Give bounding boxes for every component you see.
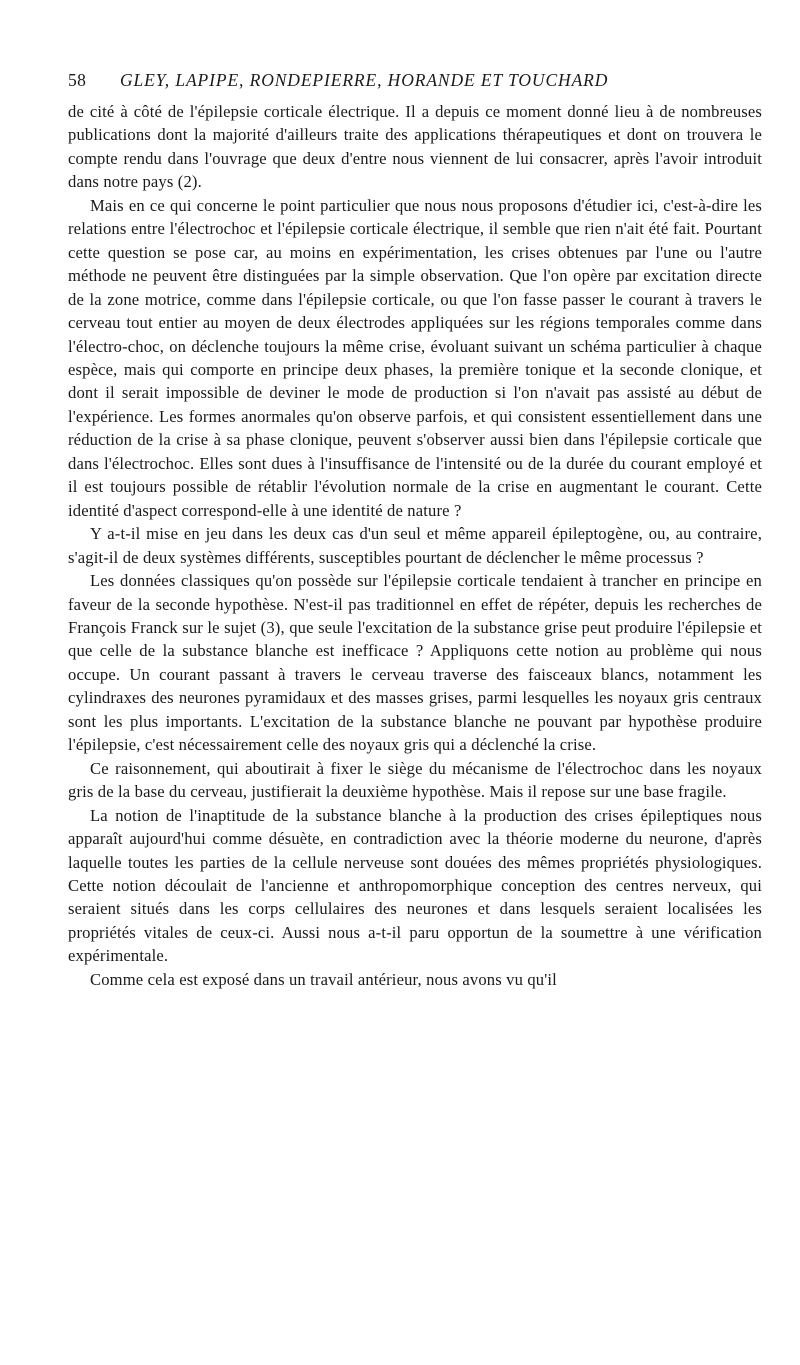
paragraph: Y a-t-il mise en jeu dans les deux cas d'un seul et même appareil épileptogène, ou, au contraire, s'agit-il de deux systèmes différents, susceptibles pourtant de déclencher le même processus ? — [68, 524, 762, 567]
paragraph: Ce raisonnement, qui aboutirait à fixer le siège du mécanisme de l'électrochoc dans les noyaux gris de la base du cerveau, justifierait la deuxième hypothèse. Mais il repose sur une base fragile. — [68, 758, 762, 802]
body-text — [68, 100, 762, 991]
paragraph: de cité à côté de l'épilepsie corticale électrique. Il a depuis ce moment donné lieu à de nombreuses publications dont la majorité d'ailleurs traite des applications thérapeutiques et dont on trouvera le compte rendu dans l'ouvrage que deux d'entre nous viennent de lui consacrer, après l'avoir introduit dans notre pays (2). — [68, 102, 762, 192]
running-header — [68, 70, 740, 91]
paragraph: Mais en ce qui concerne le point particulier que nous nous proposons d'étudier ici, c'est-à-dire les relations entre l'électrochoc et l'épilepsie corticale électrique, il semble que rien n'ait été fait. Pourtant cette question se pose car, au moins en expérimentation, les crises obtenues par l'une ou l'autre méthode ne peuvent être distinguées par la simple observation. Que l'on opère par excitation directe de la zone motrice, comme dans l'épilepsie corticale, ou que l'on fasse passer le courant à travers le cerveau tout entier au moyen de deux électrodes appliquées sur les régions temporales comme dans l'électro-choc, on déclenche toujours la même crise, évoluant suivant un schéma particulier à chaque espèce, mais qui comporte en principe deux phases, la première tonique et la seconde clonique, et dont il serait impossible de deviner le mode de production si l'on n'avait pas assisté au début de l'expérience. Les formes anormales qu'on observe parfois, et qui consistent essentiellement dans une réduction de la crise à sa phase clonique, peuvent s'observer aussi bien dans l'épilepsie corticale que dans l'électrochoc. Elles sont dues à l'insuffisance de l'intensité ou de la durée du courant employé et il est toujours possible de rétablir l'évolution normale de la crise en augmentant le courant. Cette identité d'aspect correspond-elle à une identité de nature ? — [68, 195, 762, 520]
running-title: GLEY, LAPIPE, RONDEPIERRE, HORANDE ET TOUCHARD — [120, 70, 609, 90]
page-number: 58 — [68, 70, 87, 90]
paragraph: La notion de l'inaptitude de la substance blanche à la production des crises épileptiques nous apparaît aujourd'hui comme désuète, en contradiction avec la théorie moderne du neurone, d'après laquelle toutes les parties de la cellule nerveuse sont douées des mêmes propriétés physiologiques. Cette notion découlait de l'ancienne et anthropomorphique conception des centres nerveux, qui seraient situés dans les corps cellulaires des neurones et dans lesquels seraient localisées les propriétés vitales de ceux-ci. Aussi nous a-t-il paru opportun de la soumettre à une vérification expérimentale. — [68, 805, 762, 966]
paragraph: Comme cela est exposé dans un travail antérieur, nous avons vu qu'il — [90, 969, 557, 989]
paragraph: Les données classiques qu'on possède sur l'épilepsie corticale tendaient à trancher en principe en faveur de la seconde hypothèse. N'est-il pas traditionnel en effet de répéter, depuis les recherches de François Franck sur le sujet (3), que seule l'excitation de la substance grise peut produire l'épilepsie et que celle de la substance blanche est inefficace ? Appliquons cette notion au problème qui nous occupe. Un courant passant à travers le cerveau traverse des faisceaux blancs, notamment les cylindraxes des neurones pyramidaux et des masses grises, parmi lesquelles les noyaux gris centraux sont les plus importants. L'excitation de la substance blanche ne pouvant par hypothèse produire l'épilepsie, c'est nécessairement celle des noyaux gris qui a déclenché la crise. — [68, 571, 762, 755]
